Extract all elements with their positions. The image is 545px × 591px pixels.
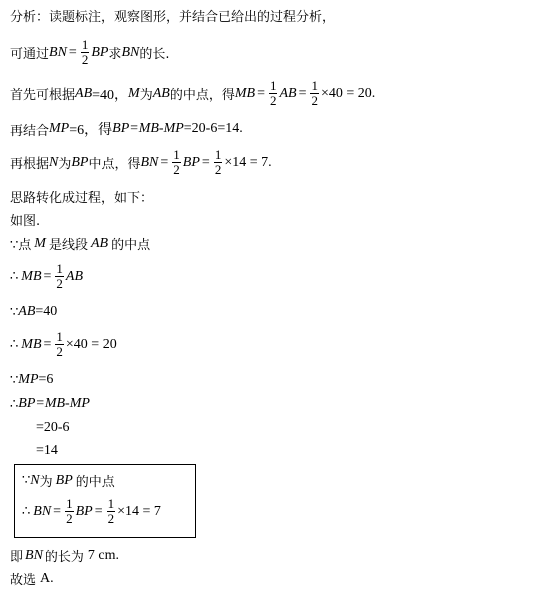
proof-bn-value: ∴ BN = $\frac{1}{2}$ BP = $\frac{1}{2}$ ×14 = 7 bbox=[22, 496, 161, 526]
answer-line: 即 BN 的长为 7 cm. bbox=[10, 547, 120, 565]
process-heading: 思路转化成过程，如下： bbox=[10, 191, 154, 206]
proof-given-midpoint: ∵点 M 是线段 AB 的中点 bbox=[10, 235, 151, 253]
proof-mb-value: ∴ MB = $\frac{1}{2}$ ×40 = 20 bbox=[10, 329, 117, 359]
proof-bp-expr: ∴ BP=MB-MP bbox=[10, 396, 90, 412]
fraction: $\frac{1}{2}$ bbox=[56, 261, 63, 291]
analysis-intro: 分析：读题标注，观察图形，并结合已给出的过程分析， bbox=[10, 10, 336, 25]
proof-bp-result: =14 bbox=[36, 443, 58, 458]
proof-mp-value: ∵ MP =6 bbox=[10, 372, 54, 388]
step-mb-line: 首先可根据 AB =40， M 为 AB 的中点，得 MB = $\frac{1}{2}$ AB = $\frac{1}{2}$ ×40 = 20 . bbox=[10, 78, 376, 108]
fraction: $\frac{1}{2}$ bbox=[107, 496, 115, 526]
fraction: $\frac{1}{2}$ bbox=[269, 78, 277, 108]
step-bp-line: 再结合 MP =6，得 BP=MB-MP =20-6=14. bbox=[10, 121, 243, 139]
fraction: $\frac{1}{2}$ bbox=[56, 329, 63, 359]
proof-n-midpoint: ∵ N 为 BP 的中点 bbox=[22, 472, 115, 490]
choice-line: 故选 A. bbox=[10, 570, 54, 588]
fraction: $\frac{1}{2}$ bbox=[66, 496, 73, 526]
as-figure-line: 如图. bbox=[10, 214, 41, 229]
fraction: $\frac{1}{2}$ bbox=[81, 37, 89, 67]
proof-bp-step: =20-6 bbox=[36, 420, 70, 435]
strategy-line: 可通过 BN = $\frac{1}{2}$ BP 求 BN 的长. bbox=[10, 37, 170, 67]
fraction: $\frac{1}{2}$ bbox=[214, 147, 222, 177]
proof-ab-value: ∵ AB =40 bbox=[10, 304, 58, 320]
proof-mb-half-ab: ∴ MB = $\frac{1}{2}$ AB bbox=[10, 261, 84, 291]
fraction: $\frac{1}{2}$ bbox=[311, 78, 318, 108]
fraction: $\frac{1}{2}$ bbox=[173, 147, 180, 177]
step-bn-line: 再根据 N 为 BP 中点，得 BN = $\frac{1}{2}$ BP = $\frac{1}{2}$ ×14 = 7 . bbox=[10, 147, 272, 177]
